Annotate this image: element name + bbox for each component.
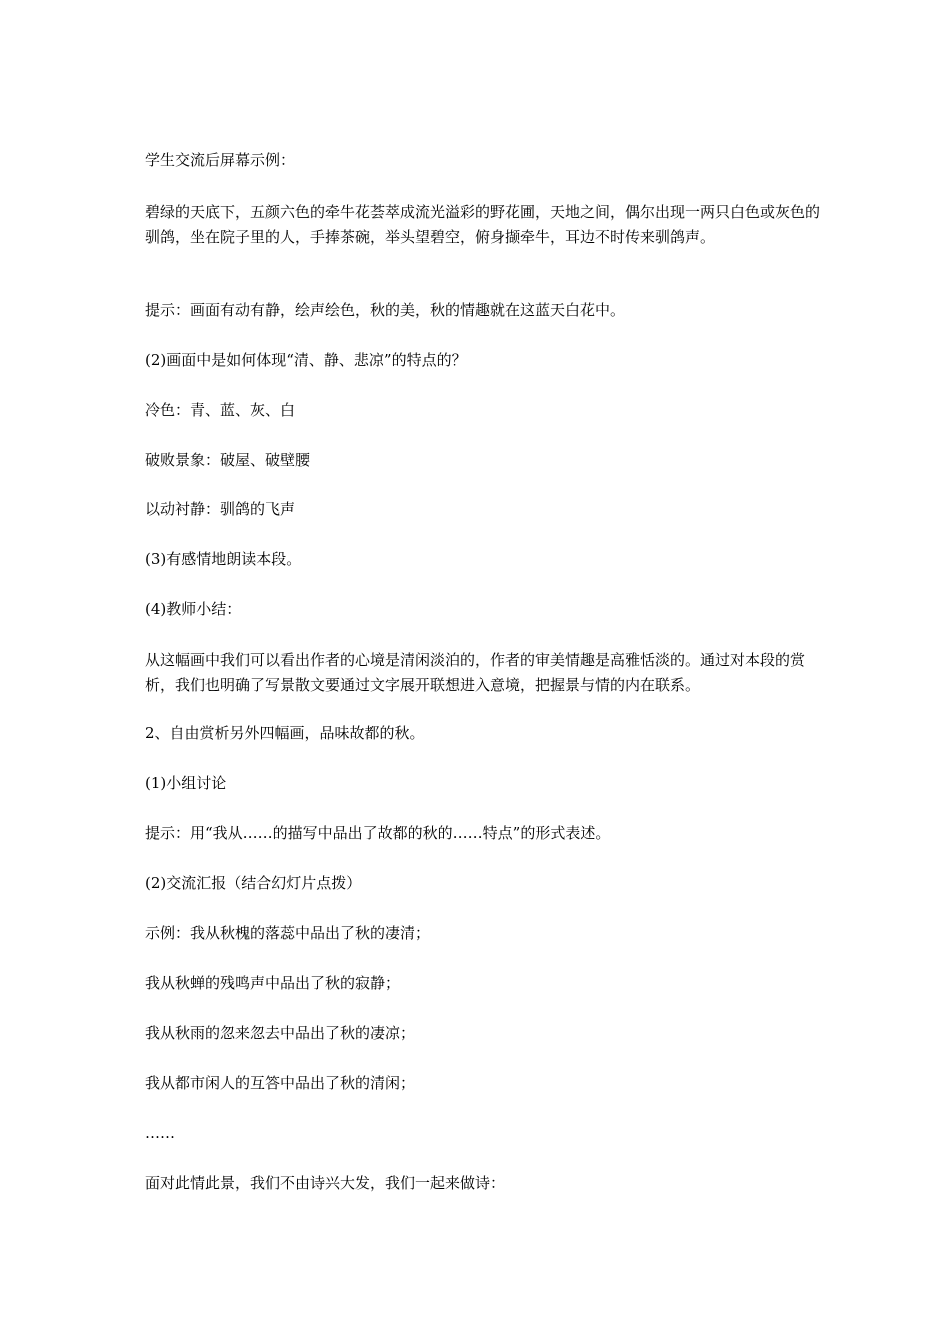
paragraph-8: (3)有感情地朗读本段。 — [145, 550, 302, 568]
paragraph-3: 提示：画面有动有静，绘声绘色，秋的美，秋的情趣就在这蓝天白花中。 — [145, 301, 626, 319]
paragraph-11: 2、自由赏析另外四幅画，品味故都的秋。 — [145, 724, 425, 742]
paragraph-18: 我从都市闲人的互答中品出了秋的清闲； — [145, 1074, 416, 1092]
paragraph-20: 面对此情此景，我们不由诗兴大发，我们一起来做诗： — [145, 1174, 506, 1192]
paragraph-4: (2)画面中是如何体现“清、静、悲凉”的特点的？ — [145, 351, 467, 369]
paragraph-10: 从这幅画中我们可以看出作者的心境是清闲淡泊的，作者的审美情趣是高雅恬淡的。通过对本段的赏析，我们也明确了写景散文要通过文字展开联想进入意境，把握景与情的内在联系。 — [145, 651, 806, 694]
paragraph-1: 学生交流后屏幕示例： — [145, 151, 296, 169]
paragraph-15: 示例：我从秋槐的落蕊中品出了秋的凄清； — [145, 924, 431, 942]
paragraph-19: …… — [145, 1124, 175, 1142]
paragraph-12: (1)小组讨论 — [145, 774, 227, 792]
paragraph-13: 提示：用“我从……的描写中品出了故都的秋的……特点”的形式表述。 — [145, 824, 611, 842]
paragraph-16: 我从秋蝉的残鸣声中品出了秋的寂静； — [145, 974, 401, 992]
paragraph-2: 碧绿的天底下，五颜六色的牵牛花荟萃成流光溢彩的野花圃，天地之间，偶尔出现一两只白色或灰色的驯鸽，坐在院子里的人，手捧茶碗，举头望碧空，俯身撷牵牛，耳边不时传来驯鸽声。 — [145, 203, 821, 246]
paragraph-7: 以动衬静：驯鸽的飞声 — [145, 500, 296, 518]
paragraph-17: 我从秋雨的忽来忽去中品出了秋的凄凉； — [145, 1024, 416, 1042]
paragraph-5: 冷色：青、蓝、灰、白 — [145, 401, 296, 419]
paragraph-14: (2)交流汇报（结合幻灯片点拨） — [145, 874, 362, 892]
paragraph-9: (4)教师小结： — [145, 600, 242, 618]
paragraph-6: 破败景象：破屋、破壁腰 — [145, 451, 311, 469]
